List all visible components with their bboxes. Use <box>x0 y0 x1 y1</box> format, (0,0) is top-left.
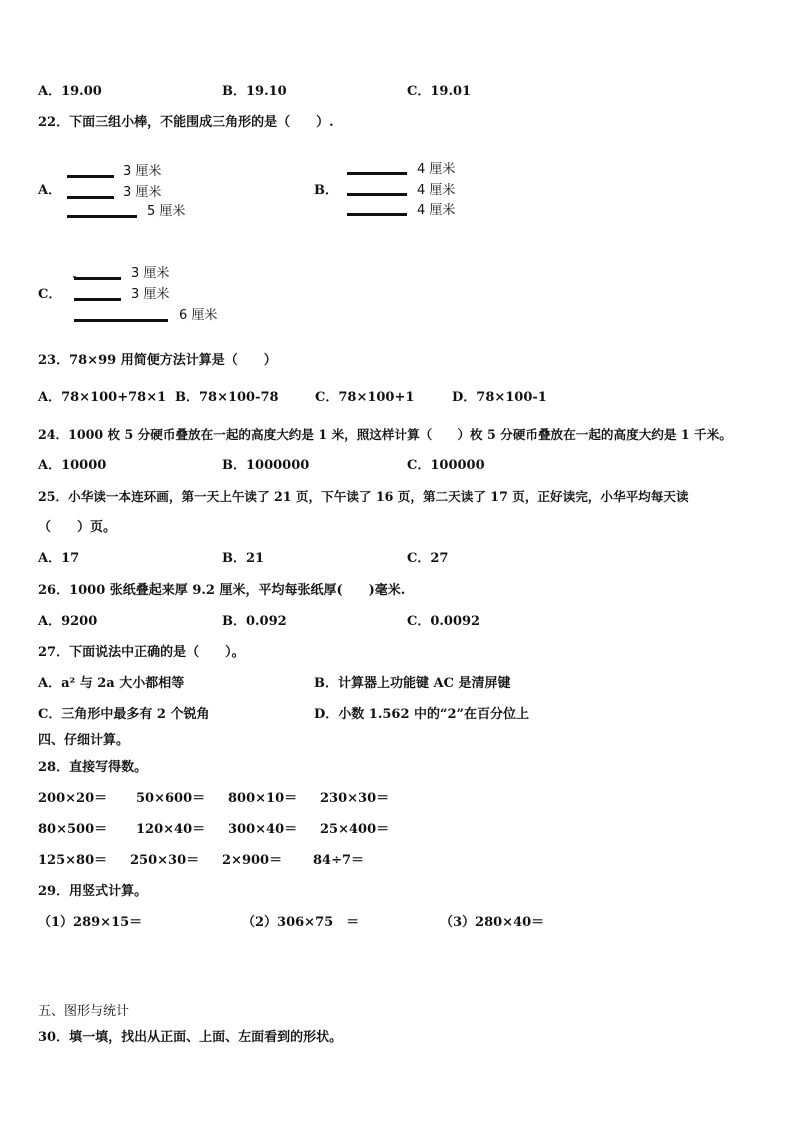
stick-a1-label: 3 厘米 <box>123 164 162 179</box>
calc-cell: 300×40＝ <box>228 822 298 837</box>
q22-option-b-letter: B． <box>314 183 338 198</box>
q26-option-a: A．9200 <box>38 614 98 629</box>
q27-option-a: A．a² 与 2a 大小都相等 <box>38 676 185 691</box>
stick-c3-label: 6 厘米 <box>179 308 218 323</box>
q25-option-a: A．17 <box>38 551 80 566</box>
stick-a1 <box>67 175 114 178</box>
q21-option-a: A．19.00 <box>38 84 102 99</box>
calc-cell: 2×900＝ <box>222 853 283 868</box>
q29-part-1: （1）289×15＝ <box>38 915 143 930</box>
q23-option-a: A．78×100+78×1 <box>38 390 167 405</box>
q23-option-b: B．78×100-78 <box>175 390 279 405</box>
stick-b3 <box>347 213 407 216</box>
q27-option-c: C．三角形中最多有 2 个锐角 <box>38 707 210 722</box>
stick-b1-label: 4 厘米 <box>417 162 456 177</box>
q28-stem: 28．直接写得数。 <box>38 760 148 775</box>
q23-stem: 23．78×99 用简便方法计算是（ ） <box>38 353 277 368</box>
q26-option-c: C．0.0092 <box>407 614 481 629</box>
calc-cell: 50×600＝ <box>136 791 206 806</box>
stick-b1 <box>347 172 407 175</box>
stick-c1 <box>74 277 121 280</box>
stick-c2 <box>74 298 121 301</box>
q22-option-c-letter: C． <box>38 287 62 302</box>
q24-stem: 24．1000 枚 5 分硬币叠放在一起的高度大约是 1 米，照这样计算（ ）枚 5 分硬币叠放在一起的高度大约是 1 千米。 <box>38 427 732 442</box>
q29-stem: 29．用竖式计算。 <box>38 884 148 899</box>
q25-option-c: C．27 <box>407 551 449 566</box>
q24-option-c: C．100000 <box>407 458 485 473</box>
q27-stem: 27．下面说法中正确的是（ ）。 <box>38 645 245 660</box>
calc-cell: 230×30＝ <box>320 791 390 806</box>
q22-stem: 22．下面三组小棒，不能围成三角形的是（ ）. <box>38 115 334 130</box>
calc-cell: 200×20＝ <box>38 791 108 806</box>
q30-stem: 30．填一填，找出从正面、上面、左面看到的形状。 <box>38 1030 343 1045</box>
q26-stem: 26．1000 张纸叠起来厚 9.2 厘米，平均每张纸厚( )毫米. <box>38 583 406 598</box>
stick-c1-label: 3 厘米 <box>131 266 170 281</box>
stick-a3-label: 5 厘米 <box>147 204 186 219</box>
calc-cell: 250×30＝ <box>130 853 200 868</box>
q21-option-c: C．19.01 <box>407 84 472 99</box>
stick-c3 <box>74 319 168 322</box>
q21-option-b: B．19.10 <box>222 84 287 99</box>
q22-option-a-letter: A． <box>38 183 62 198</box>
q27-option-d: D．小数 1.562 中的“2”在百分位上 <box>314 707 530 722</box>
calc-cell: 125×80＝ <box>38 853 108 868</box>
stick-b2-label: 4 厘米 <box>417 183 456 198</box>
q27-option-b: B．计算器上功能键 AC 是清屏键 <box>314 676 511 691</box>
q26-option-b: B．0.092 <box>222 614 287 629</box>
stick-a2 <box>67 196 114 199</box>
q23-option-c: C．78×100+1 <box>315 390 415 405</box>
q24-option-a: A．10000 <box>38 458 107 473</box>
stick-c2-label: 3 厘米 <box>131 287 170 302</box>
stick-a3 <box>67 215 137 218</box>
q24-option-b: B．1000000 <box>222 458 310 473</box>
section-5-heading: 五、图形与统计 <box>38 1004 130 1019</box>
calc-cell: 25×400＝ <box>320 822 390 837</box>
stick-b3-label: 4 厘米 <box>417 203 456 218</box>
q29-part-2: （2）306×75 ＝ <box>242 915 360 930</box>
calc-cell: 120×40＝ <box>136 822 206 837</box>
q25-stem-line2: （ ）页。 <box>38 520 117 535</box>
q25-stem-line1: 25．小华读一本连环画，第一天上午读了 21 页，下午读了 16 页，第二天读了 17 页，正好读完，小华平均每天读 <box>38 489 689 504</box>
q29-part-3: （3）280×40＝ <box>440 915 545 930</box>
calc-cell: 80×500＝ <box>38 822 108 837</box>
calc-cell: 800×10＝ <box>228 791 298 806</box>
section-4-heading: 四、仔细计算。 <box>38 733 130 748</box>
stick-b2 <box>347 193 407 196</box>
calc-cell: 84÷7＝ <box>313 853 365 868</box>
q23-option-d: D．78×100-1 <box>452 390 547 405</box>
q25-option-b: B．21 <box>222 551 265 566</box>
stick-a2-label: 3 厘米 <box>123 185 162 200</box>
